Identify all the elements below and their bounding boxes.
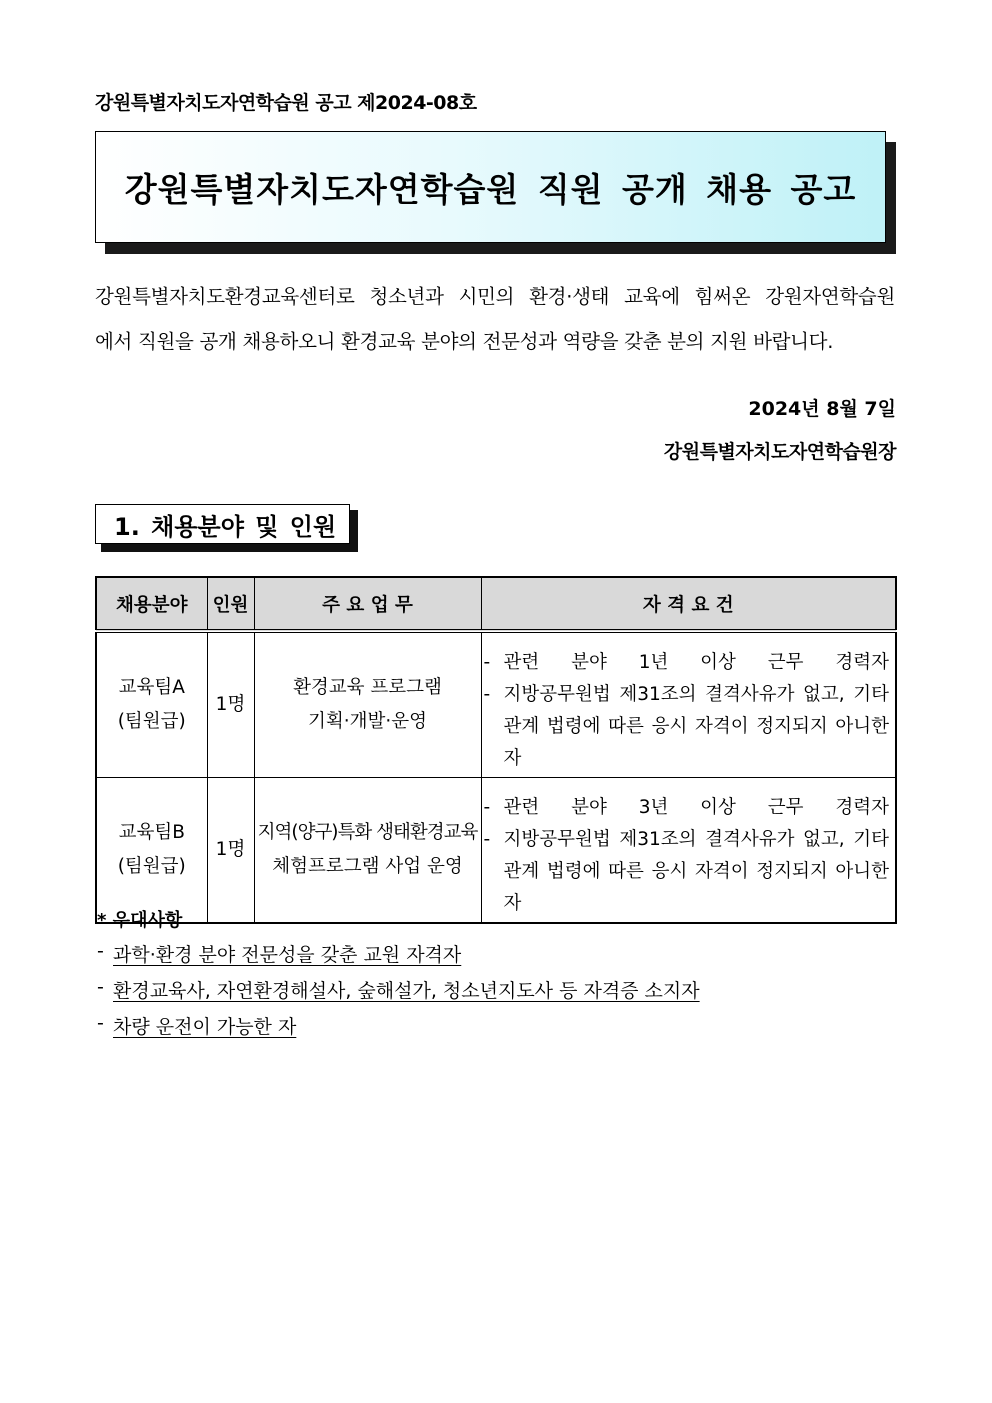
field-cell bbox=[96, 631, 207, 778]
duty-line-1: 지역(양구)특화 생태환경교육 bbox=[257, 822, 478, 843]
table-row bbox=[96, 778, 896, 924]
field-name: 교육팀B bbox=[118, 822, 185, 843]
field-level: (팀원급) bbox=[117, 711, 186, 732]
duty-line-2: 기획·개발·운영 bbox=[308, 711, 427, 732]
requirement-text: 지방공무원법 제31조의 결격사유가 없고, 기타 관계 법령에 따른 응시 자격이 정지되지 아니한 자 bbox=[503, 684, 889, 769]
dash-bullet: - bbox=[483, 829, 491, 850]
announcement-date: 2024년 8월 7일 bbox=[748, 398, 896, 420]
count-cell: 1명 bbox=[207, 778, 254, 924]
intro-line-1: 강원특별자치도환경교육센터로 청소년과 시민의 환경·생태 교육에 힘써온 강원자연학습원 bbox=[95, 285, 895, 308]
dash-bullet: - bbox=[97, 1012, 104, 1034]
requirement-item bbox=[482, 824, 896, 920]
preference-item bbox=[97, 1012, 700, 1048]
header-count: 인원 bbox=[207, 577, 254, 631]
requirement-text: 관련 분야 1년 이상 근무 경력자 bbox=[503, 652, 889, 673]
section-1-title: 1. 채용분야 및 인원 bbox=[95, 504, 350, 544]
field-level: (팀원급) bbox=[117, 856, 186, 877]
signer: 강원특별자치도자연학습원장 bbox=[663, 441, 896, 463]
requirements-cell bbox=[481, 778, 896, 924]
preferences-list bbox=[97, 940, 700, 1048]
preference-item bbox=[97, 940, 700, 976]
title-banner bbox=[95, 131, 886, 243]
preference-text: 과학·환경 분야 전문성을 갖춘 교원 자격자 bbox=[113, 944, 462, 966]
recruitment-table bbox=[95, 576, 897, 924]
requirements-cell bbox=[481, 631, 896, 778]
dash-bullet: - bbox=[483, 652, 491, 673]
preference-text: 차량 운전이 가능한 자 bbox=[113, 1016, 297, 1038]
duty-cell bbox=[254, 778, 481, 924]
preference-item bbox=[97, 976, 700, 1012]
table-row bbox=[96, 631, 896, 778]
dash-bullet: - bbox=[483, 684, 491, 705]
header-duty: 주 요 업 무 bbox=[254, 577, 481, 631]
field-name: 교육팀A bbox=[118, 677, 185, 698]
preference-text: 환경교육사, 자연환경해설사, 숲해설가, 청소년지도사 등 자격증 소지자 bbox=[113, 980, 700, 1002]
requirement-item bbox=[482, 792, 896, 824]
intro-paragraph bbox=[95, 274, 895, 364]
duty-line-2: 체험프로그램 사업 운영 bbox=[272, 856, 463, 877]
duty-line-1: 환경교육 프로그램 bbox=[293, 677, 442, 698]
field-cell bbox=[96, 778, 207, 924]
duty-cell bbox=[254, 631, 481, 778]
intro-line-2: 에서 직원을 공개 채용하오니 환경교육 분야의 전문성과 역량을 갖춘 분의 지원 바랍니다. bbox=[95, 330, 834, 353]
page-title: 강원특별자치도자연학습원 직원 공개 채용 공고 bbox=[124, 169, 857, 209]
header-field: 채용분야 bbox=[96, 577, 207, 631]
requirement-text: 관련 분야 3년 이상 근무 경력자 bbox=[503, 797, 889, 818]
requirement-item bbox=[482, 679, 896, 775]
dash-bullet: - bbox=[483, 797, 491, 818]
section-1-header bbox=[95, 504, 352, 546]
requirement-text: 지방공무원법 제31조의 결격사유가 없고, 기타 관계 법령에 따른 응시 자격이 정지되지 아니한 자 bbox=[503, 829, 889, 914]
dash-bullet: - bbox=[97, 940, 104, 962]
dash-bullet: - bbox=[97, 976, 104, 998]
count-cell: 1명 bbox=[207, 631, 254, 778]
notice-number: 강원특별자치도자연학습원 공고 제2024-08호 bbox=[95, 92, 477, 114]
requirement-item bbox=[482, 647, 896, 679]
preferences-title: * 우대사항 bbox=[97, 910, 183, 931]
title-box bbox=[95, 131, 886, 243]
header-requirements: 자 격 요 건 bbox=[481, 577, 896, 631]
table-header-row bbox=[96, 577, 896, 631]
